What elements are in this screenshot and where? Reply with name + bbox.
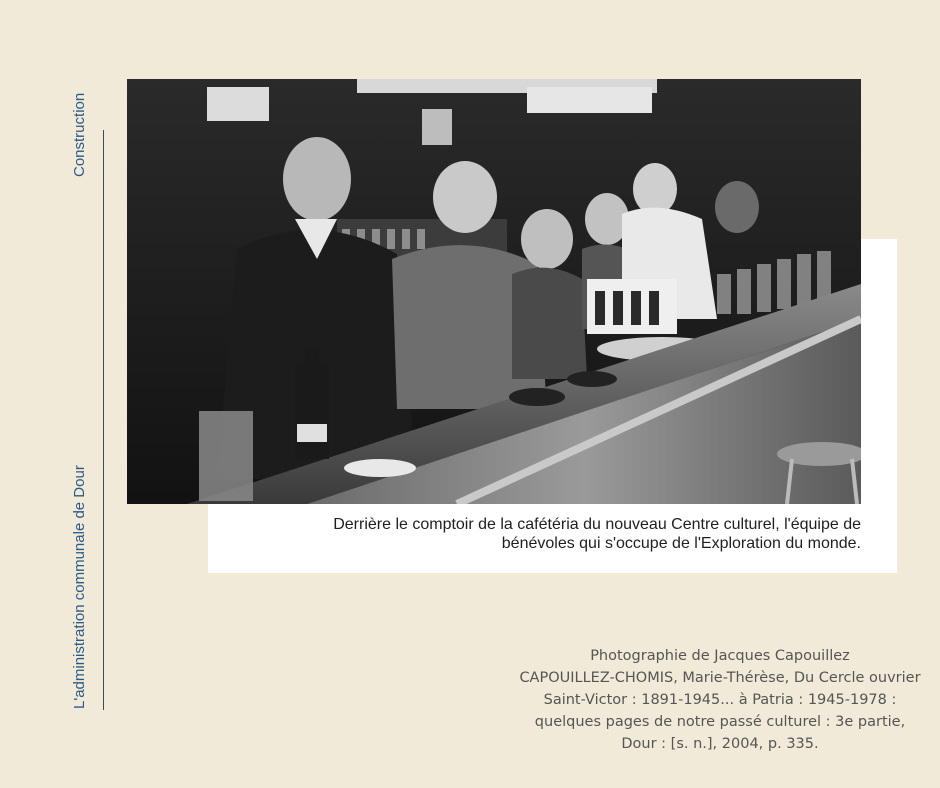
archival-photo — [127, 79, 861, 504]
photo-credits — [500, 645, 940, 755]
section-label: Construction — [71, 92, 88, 177]
credit-line: Dour : [s. n.], 2004, p. 335. — [621, 736, 819, 752]
credit-line: Photographie de Jacques Capouillez — [590, 648, 850, 664]
institution-label: L'administration communale de Dour — [71, 465, 88, 709]
wall-sign-icon — [207, 87, 269, 121]
caption-line-2: bénévoles qui s'occupe de l'Exploration du monde. — [501, 535, 861, 552]
caption-line-1: Derrière le comptoir de la cafétéria du nouveau Centre culturel, l'équipe de — [333, 516, 861, 533]
credit-line: quelques pages de notre passé culturel : 3e partie, — [534, 714, 906, 730]
credit-line: Saint-Victor : 1891-1945... à Patria : 1945-1978 : — [543, 692, 897, 708]
photo-caption — [220, 515, 861, 553]
side-divider — [103, 130, 104, 710]
credit-line: CAPOUILLEZ-CHOMIS, Marie-Thérèse, Du Cercle ouvrier — [519, 670, 921, 686]
